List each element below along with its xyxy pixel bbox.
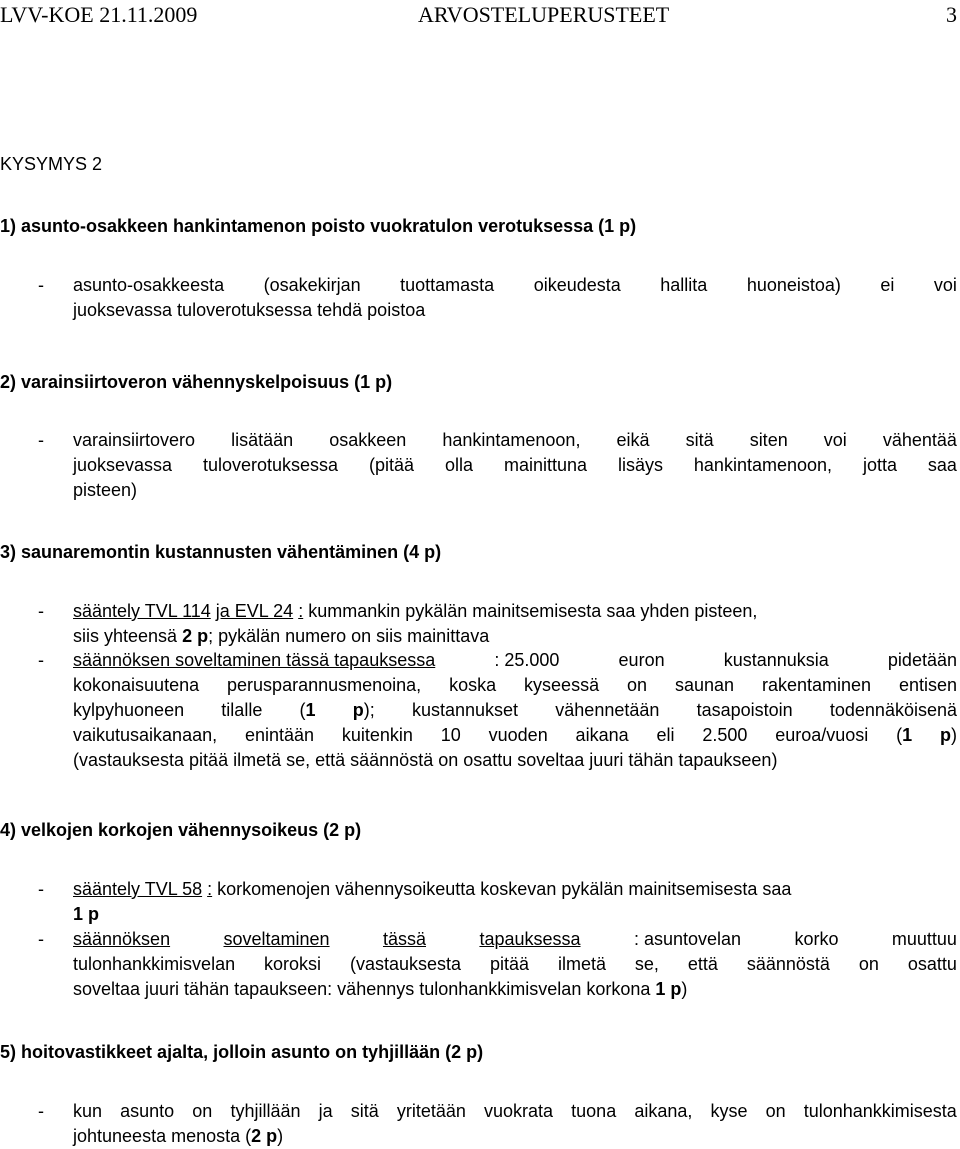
word: tulonhankkimisvelan: [73, 954, 236, 974]
word: koroksi: [264, 954, 322, 974]
word: euron: [618, 650, 665, 670]
text-line: [73, 1124, 957, 1149]
text-line: pisteen): [73, 480, 138, 500]
points: 1 p: [655, 979, 682, 999]
word: olla: [444, 455, 474, 475]
word: pitää: [489, 954, 530, 974]
underlined-word: tässä: [382, 929, 427, 949]
text-segment: vaikutusaikanaan, enintään kuitenkin 10 vuoden aikana eli 2.500 euroa/vuosi (: [73, 725, 903, 745]
word: (vastauksesta: [349, 954, 462, 974]
text-segment: soveltaa juuri tähän tapaukseen: vähennys tulonhankkimisvelan korkona: [73, 979, 656, 999]
word: ei: [880, 275, 895, 295]
justified-line: [73, 648, 957, 673]
points: 1 p: [305, 700, 364, 720]
justified-line: [73, 273, 957, 298]
word: varainsiirtovero: [73, 430, 196, 450]
word: osattu: [907, 954, 957, 974]
bullet-dash: -: [38, 601, 44, 621]
section-3-heading: 3) saunaremontin kustannusten vähentäminen (4 p): [0, 542, 442, 562]
word: on: [192, 1101, 213, 1121]
word: : 25.000: [494, 650, 560, 670]
word: sitä: [350, 1101, 379, 1121]
word: asunto-osakkeesta: [73, 275, 225, 295]
text-segment: kylpyhuoneen tilalle (: [73, 700, 306, 720]
word: (osakekirjan: [263, 275, 361, 295]
bullet-dash: -: [38, 430, 44, 450]
word: voi: [933, 275, 957, 295]
word: se,: [634, 954, 659, 974]
justified-line: kokonaisuutena perusparannusmenoina, koska kyseessä on saunan rakentaminen entisen: [73, 675, 957, 695]
text-line: [73, 624, 957, 649]
word: on: [858, 954, 879, 974]
document-title: ARVOSTELUPERUSTEET: [418, 2, 670, 27]
colon: :: [298, 601, 304, 621]
word: hankintamenoon,: [693, 455, 833, 475]
word: lisäys: [617, 455, 663, 475]
text-line: [73, 877, 957, 902]
text-segment: ): [277, 1126, 284, 1146]
text-line: juoksevassa tuloverotuksessa tehdä poistoa: [73, 300, 426, 320]
text-segment: ; pykälän numero on siis mainittava: [208, 626, 490, 646]
word: vähentää: [882, 430, 957, 450]
exam-id: LVV-KOE 21.11.2009: [0, 2, 198, 27]
text-segment: siis yhteensä: [73, 626, 183, 646]
word: ilmetä: [557, 954, 606, 974]
word: lisätään: [231, 430, 294, 450]
word: vuokrata: [484, 1101, 554, 1121]
section-1-heading: 1) asunto-osakkeen hankintamenon poisto vuokratulon verotuksessa (1 p): [0, 216, 637, 236]
section-2-heading: 2) varainsiirtoveron vähennyskelpoisuus (1 p): [0, 372, 393, 392]
question-title: KYSYMYS 2: [0, 154, 103, 174]
word: eikä: [616, 430, 650, 450]
word: on: [765, 1101, 786, 1121]
word: korko: [794, 929, 839, 949]
page-number: 3: [946, 2, 957, 27]
text-line: [73, 977, 957, 1002]
word: osakkeen: [329, 430, 407, 450]
word: hankintamenoon,: [442, 430, 581, 450]
word: juoksevassa: [73, 455, 173, 475]
word: huoneistoa): [746, 275, 841, 295]
bullet-dash: -: [38, 650, 44, 670]
bullet-dash: -: [38, 929, 44, 949]
word: oikeudesta: [533, 275, 621, 295]
points: 1 p: [902, 725, 952, 745]
underlined-word: tapauksessa: [479, 929, 581, 949]
word: kun: [73, 1101, 103, 1121]
text-segment: korkomenojen vähennysoikeutta koskevan pykälän mainitsemisesta saa: [212, 879, 792, 899]
bullet-dash: -: [38, 275, 44, 295]
word: mainittuna: [503, 455, 588, 475]
underlined-word: säännöksen: [73, 929, 171, 949]
justified-line: [73, 1099, 957, 1124]
law-reference: sääntely TVL 114: [73, 601, 211, 621]
word: aikana,: [634, 1101, 693, 1121]
points: 2 p: [251, 1126, 278, 1146]
word: voi: [823, 430, 847, 450]
word: tyhjillään: [230, 1101, 301, 1121]
text-line: [73, 599, 957, 624]
word: yritetään: [396, 1101, 466, 1121]
justified-line: [73, 723, 957, 748]
word: siten: [749, 430, 788, 450]
word: ja: [318, 1101, 333, 1121]
word: sitä: [685, 430, 714, 450]
word: pidetään: [887, 650, 957, 670]
text-segment: ): [681, 979, 688, 999]
word: jotta: [862, 455, 897, 475]
underlined-phrase: säännöksen soveltaminen tässä tapauksessa: [73, 650, 436, 670]
word: hallita: [660, 275, 708, 295]
section-5-heading: 5) hoitovastikkeet ajalta, jolloin asunto on tyhjillään (2 p): [0, 1042, 484, 1062]
section-4-heading: 4) velkojen korkojen vähennysoikeus (2 p): [0, 820, 362, 840]
law-reference: sääntely TVL 58: [73, 879, 203, 899]
text-segment: ): [951, 725, 958, 745]
bullet-dash: -: [38, 1101, 44, 1121]
word: säännöstä: [746, 954, 830, 974]
word: tuottamasta: [400, 275, 495, 295]
law-reference: ja EVL 24: [215, 601, 294, 621]
word: tuona: [571, 1101, 617, 1121]
word: : asuntovelan: [633, 929, 742, 949]
word: kustannuksia: [723, 650, 829, 670]
word: asunto: [120, 1101, 175, 1121]
text-segment: johtuneesta menosta (: [73, 1126, 252, 1146]
justified-line: [73, 698, 957, 723]
justified-line: [73, 952, 957, 977]
word: tuloverotuksessa: [203, 455, 339, 475]
text-segment: kummankin pykälän mainitsemisesta saa yhden pisteen,: [303, 601, 758, 621]
bullet-dash: -: [38, 879, 44, 899]
word: saa: [927, 455, 957, 475]
colon: :: [207, 879, 213, 899]
word: kyse: [710, 1101, 748, 1121]
underlined-word: soveltaminen: [223, 929, 330, 949]
page-header: [0, 2, 960, 28]
justified-line: [73, 927, 957, 952]
word: (pitää: [369, 455, 415, 475]
points: 1 p: [73, 904, 100, 924]
text-segment: ); kustannukset vähennetään tasapoistoin todennäköisenä: [363, 700, 957, 720]
word: muuttuu: [891, 929, 957, 949]
justified-line: [73, 428, 957, 453]
points: 2 p: [182, 626, 209, 646]
text-line: (vastauksesta pitää ilmetä se, että säännöstä on osattu soveltaa juuri tähän tapaukseen): [73, 750, 778, 770]
word: tulonhankkimisesta: [803, 1101, 957, 1121]
word: että: [687, 954, 718, 974]
justified-line: [73, 453, 957, 478]
